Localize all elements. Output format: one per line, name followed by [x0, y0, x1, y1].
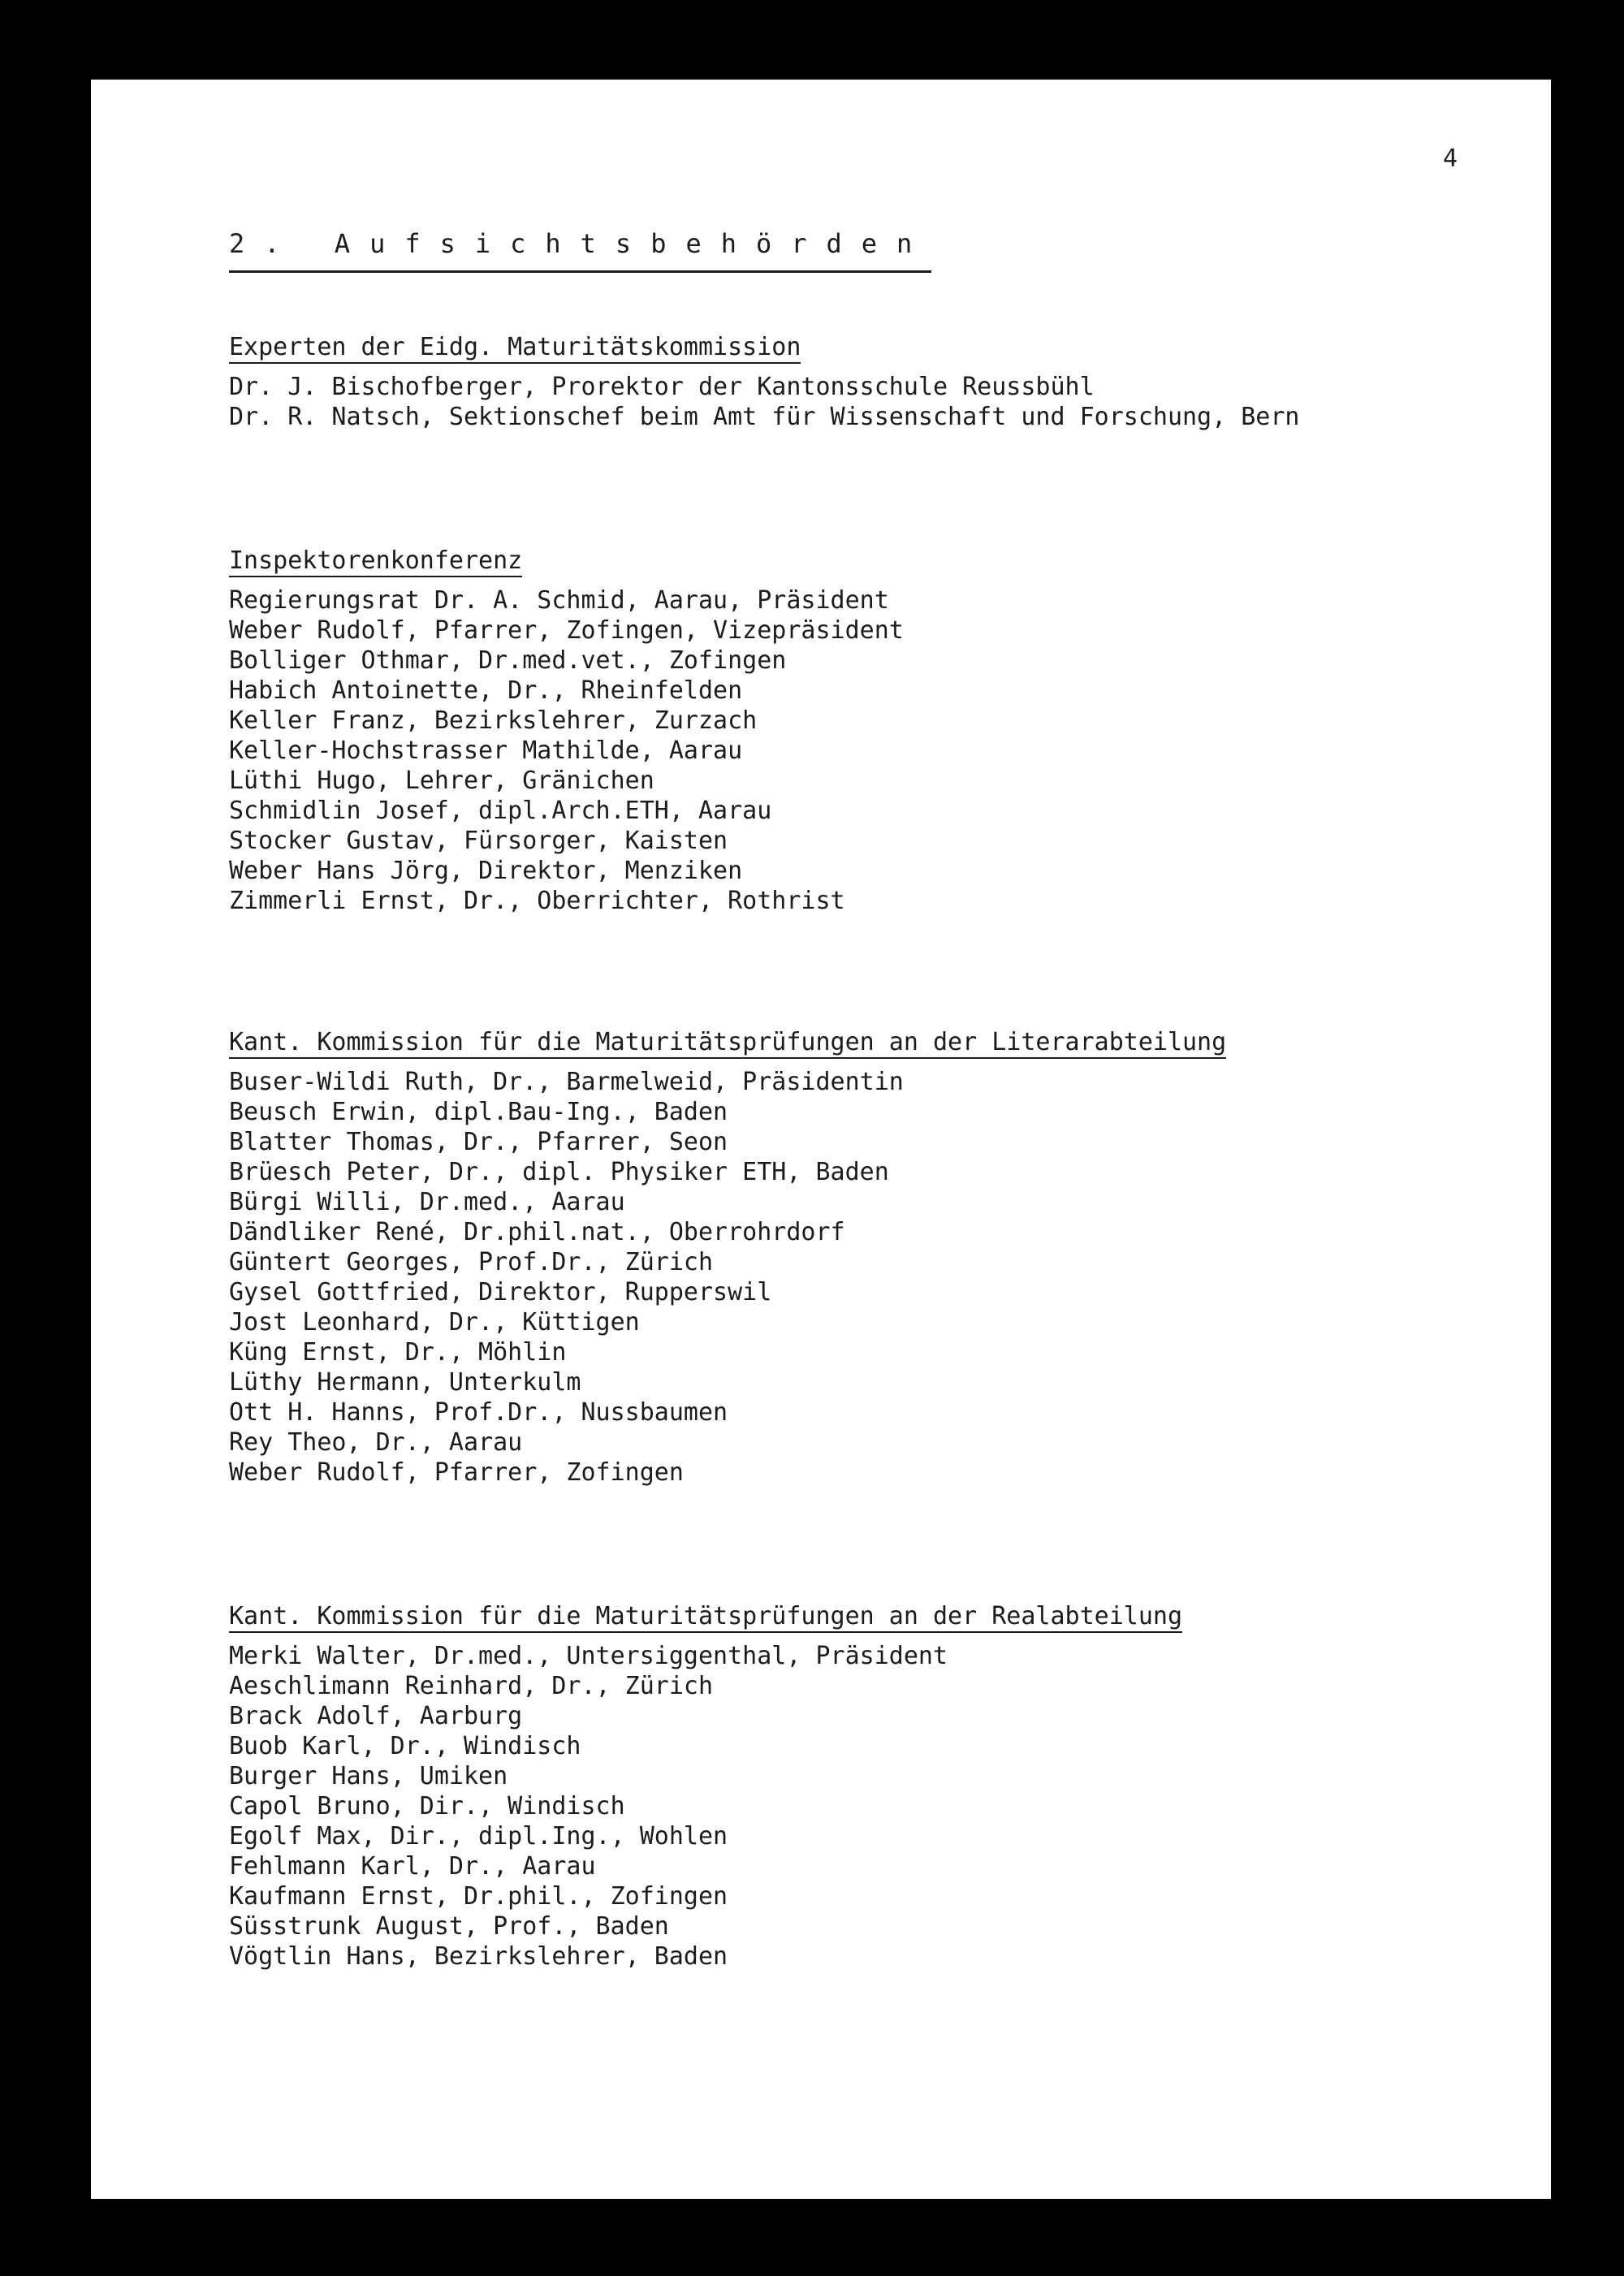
- list-item: Ott H. Hanns, Prof.Dr., Nussbaumen: [229, 1398, 728, 1427]
- list-item: Stocker Gustav, Fürsorger, Kaisten: [229, 827, 728, 855]
- list-item: Merki Walter, Dr.med., Untersiggenthal, Präsident: [229, 1642, 948, 1670]
- list-item: Lüthy Hermann, Unterkulm: [229, 1368, 581, 1397]
- list-item: Keller-Hochstrasser Mathilde, Aarau: [229, 736, 743, 765]
- list-item: Rey Theo, Dr., Aarau: [229, 1428, 523, 1457]
- list-item: Kaufmann Ernst, Dr.phil., Zofingen: [229, 1882, 728, 1911]
- section-inspektorenkonferenz: [229, 546, 904, 916]
- list-item: Güntert Georges, Prof.Dr., Zürich: [229, 1248, 714, 1276]
- list-item: Weber Rudolf, Pfarrer, Zofingen: [229, 1458, 684, 1487]
- page-number: 4: [1443, 145, 1458, 173]
- list-item: Brüesch Peter, Dr., dipl. Physiker ETH, Baden: [229, 1158, 889, 1186]
- list-item: Egolf Max, Dir., dipl.Ing., Wohlen: [229, 1822, 728, 1851]
- list-item: Capol Bruno, Dir., Windisch: [229, 1792, 625, 1820]
- entry-list: [229, 372, 1300, 432]
- main-heading: 2. Aufsichtsbehörden: [229, 228, 931, 273]
- list-item: Burger Hans, Umiken: [229, 1762, 508, 1790]
- section-title: Inspektorenkonferenz: [229, 546, 522, 577]
- list-item: Regierungsrat Dr. A. Schmid, Aarau, Präsident: [229, 586, 889, 615]
- list-item: Lüthi Hugo, Lehrer, Gränichen: [229, 767, 654, 795]
- list-item: Gysel Gottfried, Direktor, Rupperswil: [229, 1278, 772, 1306]
- list-item: Aeschlimann Reinhard, Dr., Zürich: [229, 1672, 714, 1700]
- list-item: Buob Karl, Dr., Windisch: [229, 1732, 581, 1760]
- entry-list: [229, 585, 904, 916]
- section-literarabteilung: [229, 1028, 1226, 1488]
- section-title: Experten der Eidg. Maturitätskommission: [229, 333, 801, 364]
- list-item: Schmidlin Josef, dipl.Arch.ETH, Aarau: [229, 797, 772, 825]
- list-item: Dr. R. Natsch, Sektionschef beim Amt für Wissenschaft und Forschung, Bern: [229, 403, 1300, 431]
- list-item: Buser-Wildi Ruth, Dr., Barmelweid, Präsidentin: [229, 1068, 904, 1096]
- document-page: [91, 80, 1551, 2199]
- list-item: Bürgi Willi, Dr.med., Aarau: [229, 1188, 625, 1216]
- list-item: Keller Franz, Bezirkslehrer, Zurzach: [229, 706, 758, 735]
- list-item: Süsstrunk August, Prof., Baden: [229, 1912, 669, 1941]
- list-item: Küng Ernst, Dr., Möhlin: [229, 1338, 567, 1367]
- list-item: Weber Hans Jörg, Direktor, Menziken: [229, 857, 743, 885]
- list-item: Vögtlin Hans, Bezirkslehrer, Baden: [229, 1942, 728, 1971]
- list-item: Habich Antoinette, Dr., Rheinfelden: [229, 676, 743, 705]
- section-realabteilung: [229, 1602, 1182, 1972]
- entry-list: [229, 1067, 1226, 1488]
- entry-list: [229, 1641, 1182, 1972]
- list-item: Zimmerli Ernst, Dr., Oberrichter, Rothrist: [229, 887, 845, 915]
- list-item: Blatter Thomas, Dr., Pfarrer, Seon: [229, 1128, 728, 1156]
- section-experten: [229, 333, 1300, 432]
- list-item: Dr. J. Bischofberger, Prorektor der Kantonsschule Reussbühl: [229, 373, 1095, 401]
- list-item: Weber Rudolf, Pfarrer, Zofingen, Vizepräsident: [229, 616, 904, 645]
- section-title: Kant. Kommission für die Maturitätsprüfungen an der Realabteilung: [229, 1602, 1182, 1633]
- list-item: Beusch Erwin, dipl.Bau-Ing., Baden: [229, 1098, 728, 1126]
- list-item: Bolliger Othmar, Dr.med.vet., Zofingen: [229, 646, 787, 675]
- section-title: Kant. Kommission für die Maturitätsprüfungen an der Literarabteilung: [229, 1028, 1226, 1059]
- list-item: Jost Leonhard, Dr., Küttigen: [229, 1308, 640, 1337]
- list-item: Brack Adolf, Aarburg: [229, 1702, 523, 1730]
- list-item: Dändliker René, Dr.phil.nat., Oberrohrdorf: [229, 1218, 845, 1246]
- list-item: Fehlmann Karl, Dr., Aarau: [229, 1852, 596, 1881]
